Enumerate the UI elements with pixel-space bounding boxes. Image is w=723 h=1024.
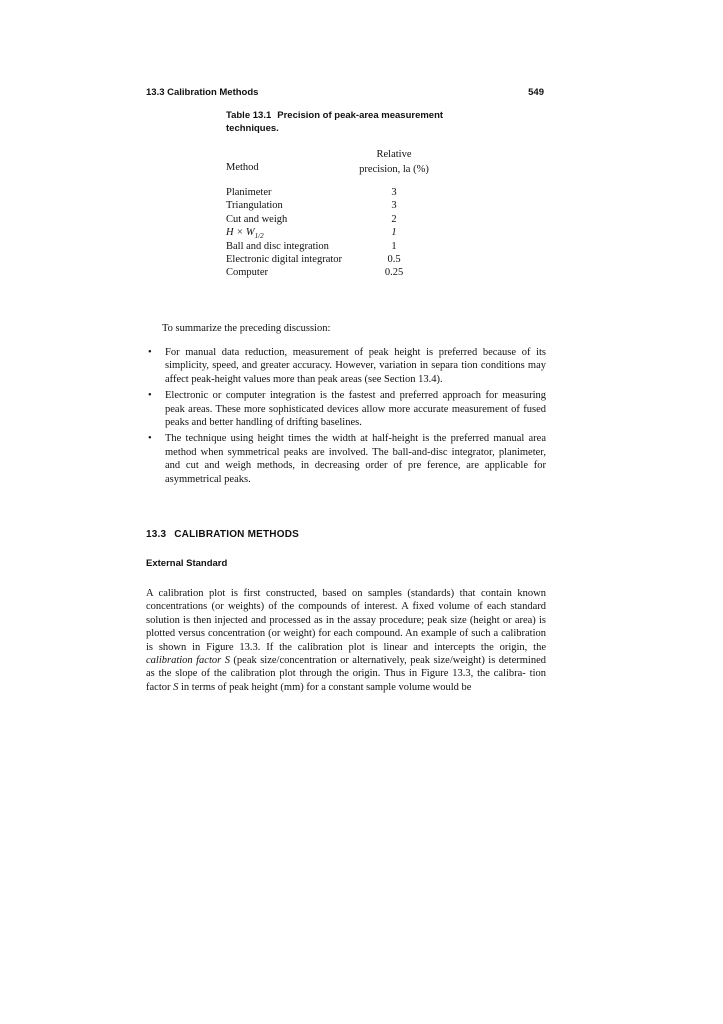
row-value: 0.25 <box>384 267 404 279</box>
table-row <box>226 213 462 226</box>
row-method: Planimeter <box>226 187 272 198</box>
table-caption <box>226 109 486 135</box>
row-method: Ball and disc integration <box>226 240 329 252</box>
list-item <box>146 432 546 486</box>
table-row <box>226 253 462 266</box>
row-method-main: H × W <box>226 227 255 239</box>
header-precision-line1: Relative <box>376 149 412 160</box>
table-label: Table 13.1 <box>226 110 272 121</box>
bullet-icon: • <box>148 347 152 358</box>
header-method: Method <box>226 162 259 173</box>
body-paragraph <box>146 587 546 694</box>
row-value: 1 <box>391 227 397 239</box>
table-header <box>226 147 462 175</box>
paragraph-text-1: A calibration plot is first constructed, based on samples (standards) that contain known concentrations (or weights) of the compounds of interest. A fixed volume of each standard solution is then injected and processed as in the assay procedure; peak size (height or area) is plotted versus concentration (or weight) for each compound. An example of such a calibration is shown in Figure 13.3. If the calibration plot is linear and intercepts the origin, the <box>146 588 546 653</box>
list-item-text: The technique using height times the width at half-height is the preferred manual area method when symmetrical peaks are involved. The ball-and-disc integrator, planimeter, and cut and weigh methods, in decreasing order of pre ference, are applicable for asymmetrical peaks. <box>165 433 546 485</box>
row-value: 3 <box>391 200 397 212</box>
paragraph-text-2: (peak size/concentration or alternatively, peak size/weight) is determined as the slope of the calibration plot through the origin. Thus in Figure 13.3, the calibra- tion factor <box>146 655 546 693</box>
row-method: Computer <box>226 267 268 279</box>
table-row <box>226 240 462 253</box>
list-item-text: For manual data reduction, measurement of peak height is preferred because of its simplicity, speed, and greater accuracy. However, variation in separa tion conditions may affect peak-height values more than peak areas (see Section 13.4). <box>165 347 546 385</box>
table-row <box>226 186 462 199</box>
summary-intro: To summarize the preceding discussion: <box>162 323 331 334</box>
table-row <box>226 199 462 212</box>
table-title: Precision of peak-area measurement techniques. <box>226 110 444 134</box>
row-value: 0.5 <box>387 253 401 265</box>
bullet-list <box>146 346 546 489</box>
row-method-sub: 1/2 <box>254 232 264 241</box>
paragraph-text-3: in terms of peak height (mm) for a constant sample volume would be <box>178 681 472 693</box>
table-row <box>226 266 462 279</box>
section-title: CALIBRATION METHODS <box>174 529 299 540</box>
page-number: 549 <box>528 87 544 98</box>
row-method: Triangulation <box>226 200 283 212</box>
header-precision <box>334 147 454 177</box>
list-item <box>146 389 546 429</box>
bullet-icon: • <box>148 433 152 445</box>
paragraph-symbol: S <box>173 681 179 693</box>
header-precision-line2: precision, la (%) <box>359 164 429 175</box>
row-value: 2 <box>391 213 397 225</box>
subheading: External Standard <box>146 558 228 569</box>
list-item <box>146 346 546 386</box>
running-head-title: 13.3 Calibration Methods <box>146 87 259 98</box>
list-item-text: Electronic or computer integration is the fastest and preferred approach for measuring peak areas. These more sophisticated devices allow more accurate measurement of fused peaks and better handling of drifting baselines. <box>165 390 546 429</box>
section-heading <box>146 529 299 540</box>
row-value: 1 <box>391 240 397 252</box>
table-body <box>226 186 462 280</box>
row-value: 3 <box>391 187 397 198</box>
row-method: Electronic digital integrator <box>226 253 343 265</box>
row-method: Cut and weigh <box>226 213 288 225</box>
running-head <box>146 87 544 101</box>
table-row <box>226 226 462 239</box>
paragraph-term: calibration factor S <box>146 655 230 667</box>
bullet-icon: • <box>148 390 152 402</box>
section-number: 13.3 <box>146 529 167 540</box>
